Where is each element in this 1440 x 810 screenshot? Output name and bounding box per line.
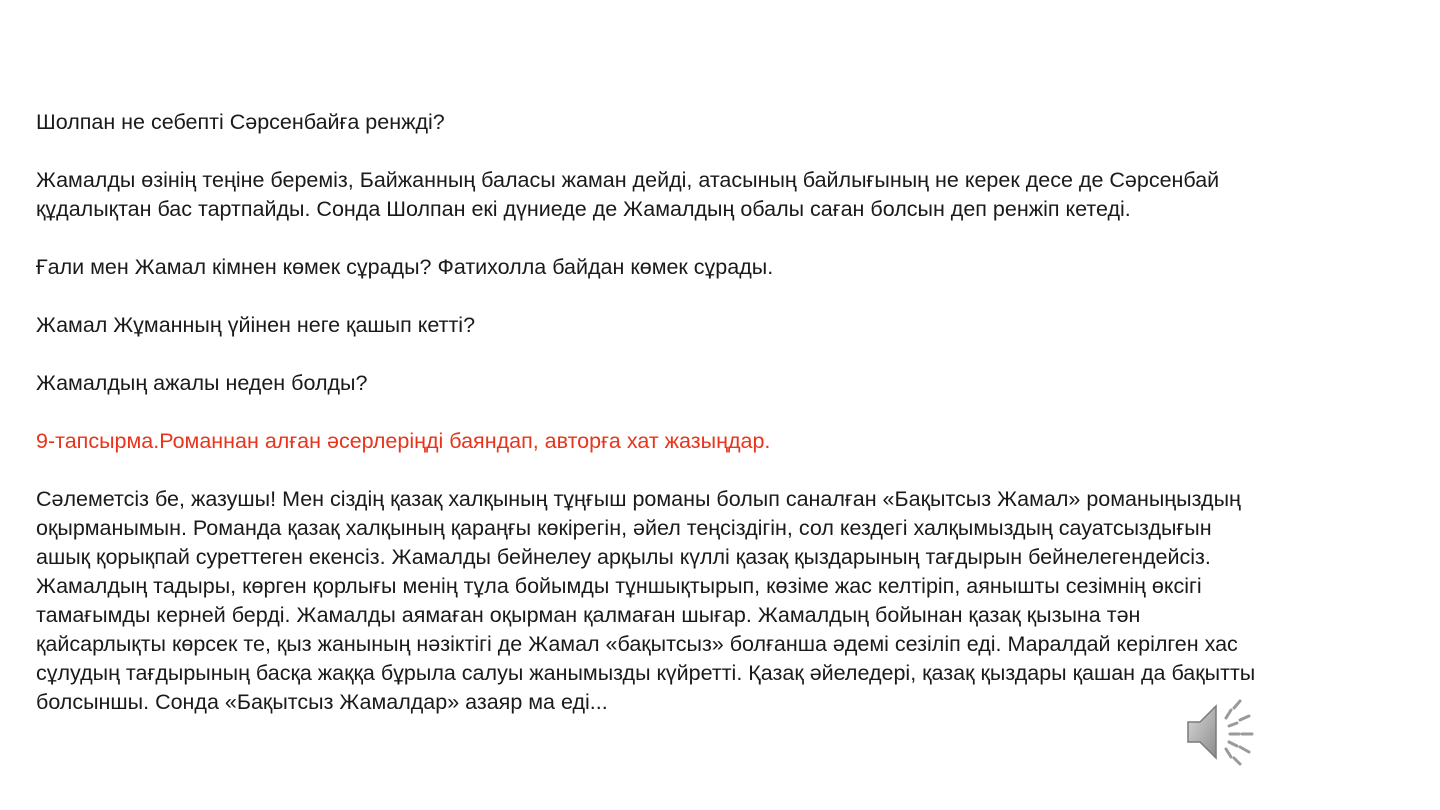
letter-line-8: болсыншы. Сонда «Бақытсыз Жамалдар» азаяр ма еді... [36, 690, 608, 714]
letter-line-7: сұлудың тағдырының басқа жаққа бұрыла салуы жанымызды күйретті. Қазақ әйеледері, қазақ қыздары қашан да бақытты [36, 661, 1256, 685]
spacer [36, 456, 1411, 485]
answer-sholpan-line-1: Жамалды өзінің теңіне береміз, Байжанның баласы жаман дейді, атасының байлығының не керек десе де Сәрсенбай [36, 168, 1220, 192]
question-jamal-escape: Жамал Жұманның үйінен неге қашып кетті? [36, 313, 476, 337]
letter-line-2: оқырманымын. Романда қазақ халқының қараңғы көкірегін, әйел теңсіздігін, сол кездегі халқымыздың сауатсыздығын [36, 516, 1212, 540]
answer-sholpan-line-2: құдалықтан бас тартпайды. Сонда Шолпан екі дүниеде де Жамалдың обалы саған болсын деп ренжіп кетеді. [36, 197, 1131, 221]
letter-line-3: ашық қорықпай суреттеген екенсіз. Жамалды бейнелеу арқылы күллі қазақ қыздарының тағдырын бейнелегендейсіз. [36, 545, 1211, 569]
speaker-icon[interactable] [1182, 696, 1258, 766]
question-sholpan: Шолпан не себепті Сәрсенбайға ренжді? [36, 110, 445, 134]
task-9-heading: 9-тапсырма.Романнан алған әсерлеріңді баяндап, авторға хат жазыңдар. [36, 429, 771, 453]
spacer [36, 224, 1411, 253]
question-gali-help: Ғали мен Жамал кімнен көмек сұрады? Фатихолла байдан көмек сұрады. [36, 255, 774, 279]
speaker-icon-graphic [1182, 696, 1258, 766]
letter-line-6: қайсарлықты көрсек те, қыз жанының нәзіктігі де Жамал «бақытсыз» болғанша әдемі сезіліп еді. Маралдай керілген хас [36, 632, 1238, 656]
spacer [36, 137, 1411, 166]
spacer [36, 282, 1411, 311]
letter-line-5: тамағымды керней берді. Жамалды аямаған оқырман қалмаған шығар. Жамалдың бойынан қазақ қызына тән [36, 603, 1141, 627]
letter-line-1: Сәлеметсіз бе, жазушы! Мен сіздің қазақ халқының тұңғыш романы болып саналған «Бақытсыз Жамал» романыңыздың [36, 487, 1241, 511]
spacer [36, 398, 1411, 427]
slide-text-body [36, 108, 1411, 717]
spacer [36, 340, 1411, 369]
letter-line-4: Жамалдың тадыры, көрген қорлығы менің тұла бойымды тұншықтырып, көзіме жас келтіріп, аянышты сезімнің өксігі [36, 574, 1202, 598]
question-jamal-death: Жамалдың ажалы неден болды? [36, 371, 368, 395]
